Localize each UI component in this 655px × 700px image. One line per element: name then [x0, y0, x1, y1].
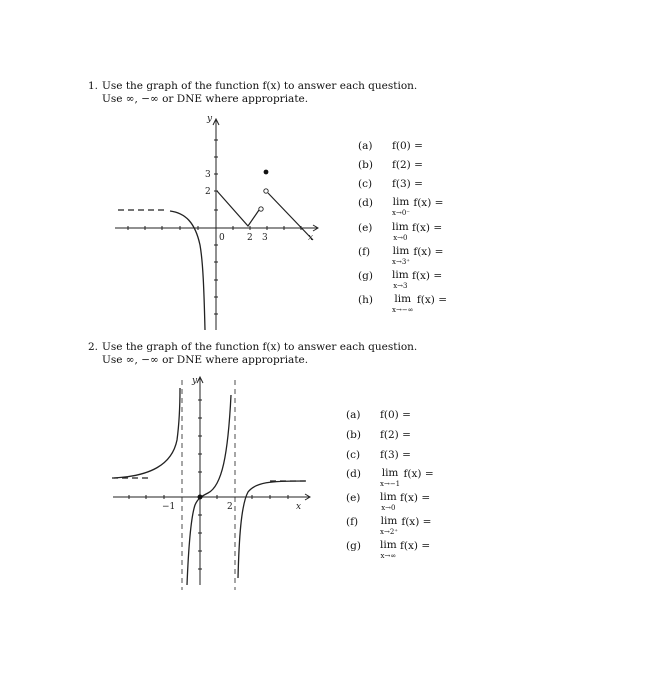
- graph-1-x-label: x: [308, 233, 314, 243]
- problem-1-subtext: Use ∞, −∞ or DNE where appropriate.: [102, 93, 309, 105]
- p1-question-c: (c) f(3) =: [358, 178, 423, 190]
- limit-operator: lim x→0: [380, 491, 397, 512]
- limit-operator: lim x→2⁺: [380, 515, 398, 536]
- p2-question-a: (a) f(0) =: [346, 409, 411, 421]
- p1-question-h: (h) lim x→−∞ f(x) =: [358, 293, 447, 314]
- p1-question-g: (g) lim x→3 f(x) =: [358, 269, 443, 290]
- problem-2-number: 2.: [88, 341, 99, 353]
- graph-2-origin-point: [198, 495, 203, 500]
- graph-1-tick-x3: 3: [262, 233, 268, 243]
- problem-2-subtext: Use ∞, −∞ or DNE where appropriate.: [102, 354, 309, 366]
- graph-2-middle-branch: [187, 395, 231, 585]
- graph-2-tick-x2: 2: [227, 502, 233, 512]
- limit-operator: lim x→3⁺: [392, 245, 410, 266]
- graph-1-filled-point: [264, 170, 269, 175]
- p2-question-c: (c) f(3) =: [346, 449, 411, 461]
- limit-operator: lim x→∞: [380, 539, 397, 560]
- p1-question-f: (f) lim x→3⁺ f(x) =: [358, 245, 444, 266]
- graph-2-x-label: x: [296, 502, 302, 512]
- graph-1-right-segment: [268, 193, 313, 240]
- p2-question-g: (g) lim x→∞ f(x) =: [346, 539, 431, 560]
- p2-question-e: (e) lim x→0 f(x) =: [346, 491, 431, 512]
- limit-operator: lim x→3: [392, 269, 409, 290]
- graph-2-right-branch: [238, 481, 305, 578]
- p2-question-b: (b) f(2) =: [346, 429, 411, 441]
- problem-2-text: Use the graph of the function f(x) to answer each question.: [102, 341, 418, 353]
- limit-operator: lim x→0: [392, 221, 409, 242]
- p2-question-f: (f) lim x→2⁺ f(x) =: [346, 515, 432, 536]
- graph-1-tick-x0: 0: [219, 233, 225, 243]
- graph-1: [115, 119, 318, 330]
- limit-operator: lim x→0⁻: [392, 196, 410, 217]
- graph-2: [112, 377, 310, 590]
- p2-question-d: (d) lim x→−1 f(x) =: [346, 467, 434, 488]
- graph-1-v-segment: [217, 191, 259, 226]
- graph-1-tick-x2: 2: [247, 233, 253, 243]
- graph-1-y-label: y: [207, 114, 213, 124]
- graph-1-open-circle-a: [259, 207, 263, 211]
- limit-operator: lim x→−∞: [392, 293, 414, 314]
- p1-question-e: (e) lim x→0 f(x) =: [358, 221, 443, 242]
- graph-2-tick-xm1: −1: [162, 502, 176, 512]
- graph-1-tick-y3: 3: [205, 170, 211, 180]
- limit-operator: lim x→−1: [380, 467, 401, 488]
- p1-question-a: (a) f(0) =: [358, 140, 423, 152]
- problem-1-text: Use the graph of the function f(x) to answer each question.: [102, 80, 418, 92]
- p1-question-d: (d) lim x→0⁻ f(x) =: [358, 196, 444, 217]
- graph-2-left-branch: [114, 388, 180, 478]
- graph-1-open-circle-b: [264, 189, 268, 193]
- graph-2-y-label: y: [192, 376, 198, 386]
- problem-1-number: 1.: [88, 80, 99, 92]
- graph-1-tick-y2: 2: [205, 187, 211, 197]
- graph-1-left-branch: [170, 211, 205, 330]
- p1-question-b: (b) f(2) =: [358, 159, 423, 171]
